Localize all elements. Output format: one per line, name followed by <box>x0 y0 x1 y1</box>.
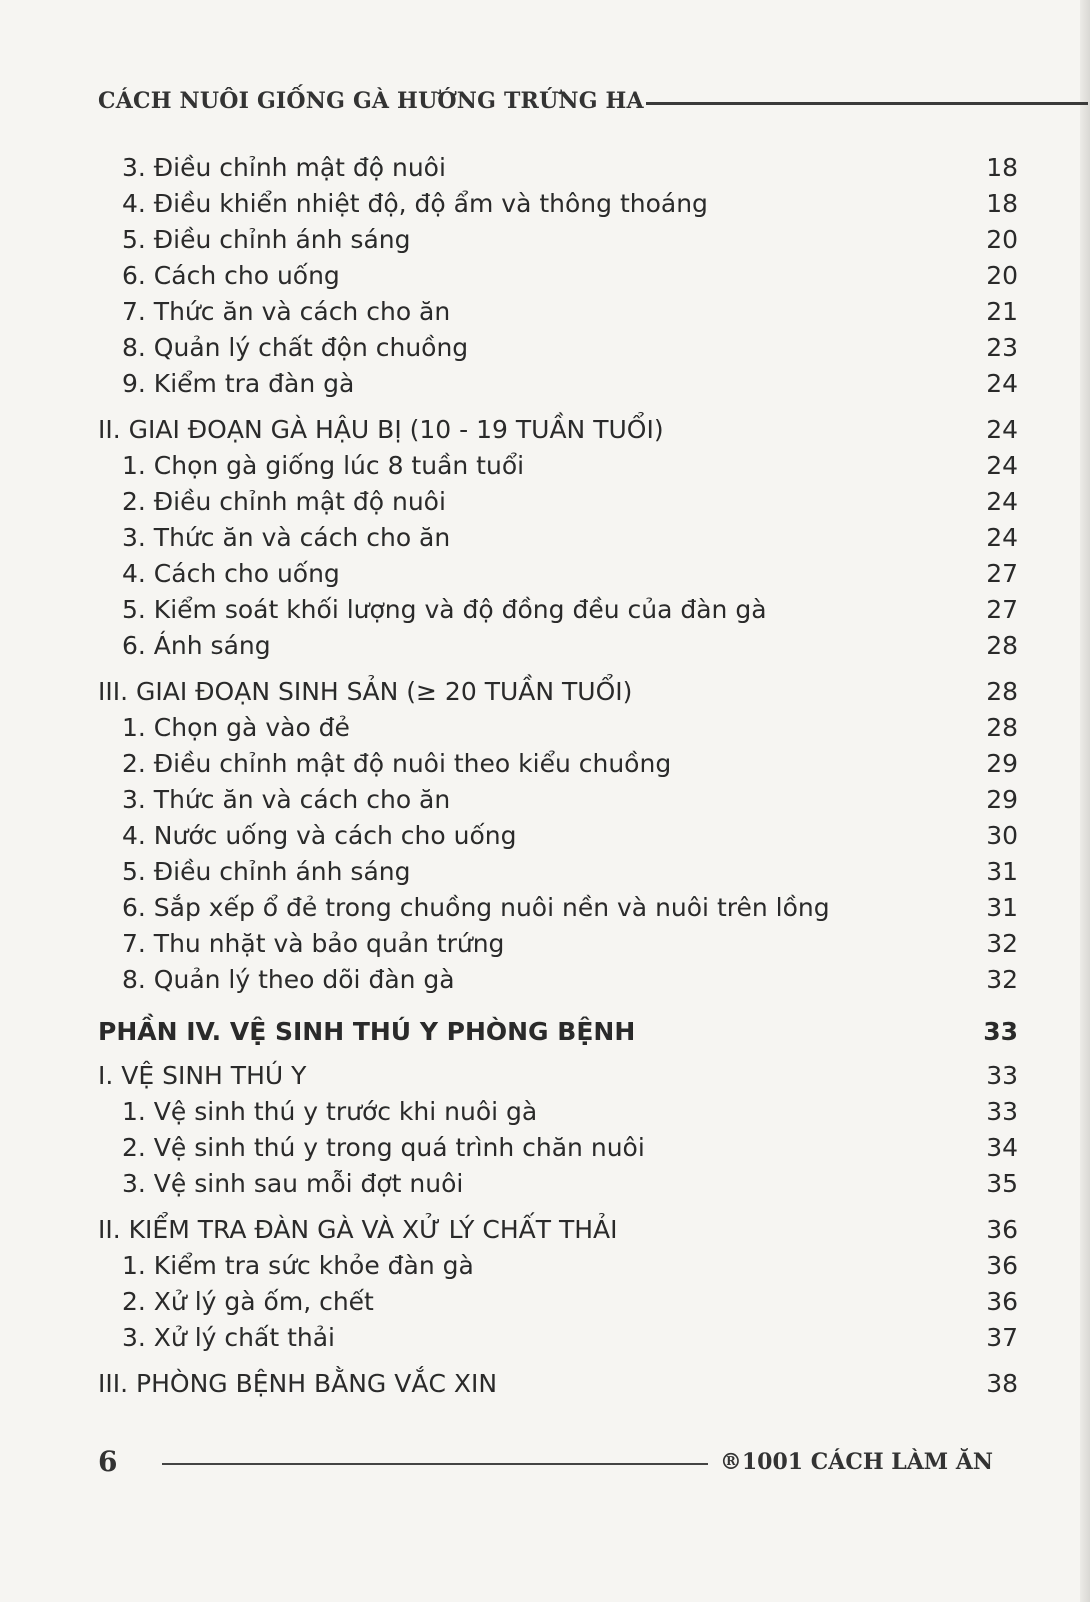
toc-entry-title: 3. Thức ăn và cách cho ăn <box>122 785 451 814</box>
toc-entry-sub <box>98 222 1018 258</box>
toc-entry-title: PHẦN IV. VỆ SINH THÚ Y PHÒNG BỆNH <box>98 1017 636 1046</box>
header-title: CÁCH NUÔI GIỐNG GÀ HƯỚNG TRỨNG HA <box>98 88 644 114</box>
toc-entry-title: 6. Sắp xếp ổ đẻ trong chuồng nuôi nền và nuôi trên lồng <box>122 893 830 922</box>
toc-entry-title: 6. Cách cho uống <box>122 261 340 290</box>
toc-entry-title: 2. Vệ sinh thú y trong quá trình chăn nuôi <box>122 1133 645 1162</box>
toc-entry-title: II. GIAI ĐOẠN GÀ HẬU BỊ (10 - 19 TUẦN TUỔI) <box>98 415 664 444</box>
toc-entry-sub <box>98 556 1018 592</box>
toc-entry-title: 2. Xử lý gà ốm, chết <box>122 1287 374 1316</box>
page-number: 6 <box>98 1445 118 1478</box>
toc-entry-sub <box>98 1248 1018 1284</box>
toc-entry-part <box>98 1010 1018 1054</box>
toc-entry-title: 5. Kiểm soát khối lượng và độ đồng đều của đàn gà <box>122 595 767 624</box>
toc-entry-sub <box>98 592 1018 628</box>
toc-entry-sec <box>98 1212 1018 1248</box>
toc-entry-page: 36 <box>986 1251 1018 1280</box>
toc-entry-title: 1. Chọn gà giống lúc 8 tuần tuổi <box>122 451 525 480</box>
toc-entry-title: 1. Vệ sinh thú y trước khi nuôi gà <box>122 1097 538 1126</box>
toc-entry-page: 28 <box>986 713 1018 742</box>
toc-entry-sec <box>98 1058 1018 1094</box>
toc-entry-sub <box>98 366 1018 402</box>
toc-entry-sec <box>98 412 1018 448</box>
toc-entry-page: 37 <box>986 1323 1018 1352</box>
toc-entry-title: III. PHÒNG BỆNH BẰNG VẮC XIN <box>98 1369 498 1398</box>
toc-entry-sub <box>98 520 1018 556</box>
toc-entry-title: 4. Nước uống và cách cho uống <box>122 821 517 850</box>
toc-entry-page: 29 <box>986 785 1018 814</box>
toc-entry-title: 8. Quản lý theo dõi đàn gà <box>122 965 455 994</box>
toc-entry-page: 31 <box>986 857 1018 886</box>
toc-entry-title: 5. Điều chỉnh ánh sáng <box>122 857 411 886</box>
toc-entry-sub <box>98 1130 1018 1166</box>
toc-entry-sub <box>98 1284 1018 1320</box>
toc-entry-title: 4. Điều khiển nhiệt độ, độ ẩm và thông thoáng <box>122 189 708 218</box>
toc-entry-page: 35 <box>986 1169 1018 1198</box>
toc-entry-page: 33 <box>983 1017 1018 1046</box>
toc-entry-title: 3. Xử lý chất thải <box>122 1323 335 1352</box>
page-footer <box>98 1445 993 1485</box>
toc-entry-page: 32 <box>986 929 1018 958</box>
toc-entry-page: 20 <box>986 225 1018 254</box>
toc-entry-page: 34 <box>986 1133 1018 1162</box>
toc-entry-sub <box>98 962 1018 998</box>
toc-entry-page: 18 <box>986 189 1018 218</box>
toc-entry-sub <box>98 1320 1018 1356</box>
toc-entry-sub <box>98 448 1018 484</box>
toc-entry-title: 1. Chọn gà vào đẻ <box>122 713 350 742</box>
toc-entry-title: 7. Thu nhặt và bảo quản trứng <box>122 929 505 958</box>
toc-entry-sub <box>98 1094 1018 1130</box>
toc-entry-page: 33 <box>986 1061 1018 1090</box>
toc-entry-sec <box>98 1366 1018 1402</box>
toc-entry-sub <box>98 710 1018 746</box>
toc-entry-title: III. GIAI ĐOẠN SINH SẢN (≥ 20 TUẦN TUỔI) <box>98 677 633 706</box>
toc-entry-page: 30 <box>986 821 1018 850</box>
toc-entry-title: I. VỆ SINH THÚ Y <box>98 1061 307 1090</box>
toc-entry-sub <box>98 150 1018 186</box>
toc-entry-page: 18 <box>986 153 1018 182</box>
toc-entry-title: 2. Điều chỉnh mật độ nuôi <box>122 487 446 516</box>
toc-entry-page: 24 <box>986 415 1018 444</box>
toc-entry-title: 3. Điều chỉnh mật độ nuôi <box>122 153 446 182</box>
toc-entry-page: 24 <box>986 369 1018 398</box>
toc-entry-sub <box>98 628 1018 664</box>
toc-entry-sub <box>98 890 1018 926</box>
toc-entry-title: 9. Kiểm tra đàn gà <box>122 369 355 398</box>
running-header <box>98 88 1088 124</box>
toc-entry-sub <box>98 818 1018 854</box>
toc-entry-sub <box>98 746 1018 782</box>
toc-entry-sub <box>98 1166 1018 1202</box>
toc-entry-title: 6. Ánh sáng <box>122 631 271 660</box>
toc-entry-page: 21 <box>986 297 1018 326</box>
toc-entry-page: 31 <box>986 893 1018 922</box>
toc-entry-page: 27 <box>986 559 1018 588</box>
toc-entry-sub <box>98 926 1018 962</box>
table-of-contents <box>98 150 1018 1402</box>
toc-entry-title: 1. Kiểm tra sức khỏe đàn gà <box>122 1251 474 1280</box>
toc-entry-page: 24 <box>986 523 1018 552</box>
footer-rule <box>162 1463 708 1465</box>
toc-entry-sub <box>98 330 1018 366</box>
toc-entry-page: 24 <box>986 451 1018 480</box>
header-rule <box>646 102 1088 105</box>
toc-entry-sub <box>98 294 1018 330</box>
toc-entry-page: 32 <box>986 965 1018 994</box>
toc-entry-sec <box>98 674 1018 710</box>
toc-entry-page: 28 <box>986 677 1018 706</box>
toc-entry-sub <box>98 782 1018 818</box>
toc-entry-title: 4. Cách cho uống <box>122 559 340 588</box>
toc-entry-title: 3. Thức ăn và cách cho ăn <box>122 523 451 552</box>
toc-entry-sub <box>98 854 1018 890</box>
toc-entry-page: 36 <box>986 1287 1018 1316</box>
toc-entry-title: 5. Điều chỉnh ánh sáng <box>122 225 411 254</box>
toc-entry-page: 24 <box>986 487 1018 516</box>
toc-entry-sub <box>98 186 1018 222</box>
toc-entry-sub <box>98 484 1018 520</box>
toc-entry-title: 7. Thức ăn và cách cho ăn <box>122 297 451 326</box>
toc-entry-page: 33 <box>986 1097 1018 1126</box>
toc-entry-sub <box>98 258 1018 294</box>
toc-entry-page: 23 <box>986 333 1018 362</box>
toc-entry-page: 29 <box>986 749 1018 778</box>
toc-entry-page: 38 <box>986 1369 1018 1398</box>
toc-entry-page: 36 <box>986 1215 1018 1244</box>
toc-entry-title: 3. Vệ sinh sau mỗi đợt nuôi <box>122 1169 464 1198</box>
toc-entry-title: II. KIỂM TRA ĐÀN GÀ VÀ XỬ LÝ CHẤT THẢI <box>98 1215 618 1244</box>
toc-entry-page: 28 <box>986 631 1018 660</box>
page-edge <box>1080 0 1090 1602</box>
toc-entry-title: 8. Quản lý chất độn chuồng <box>122 333 469 362</box>
toc-entry-title: 2. Điều chỉnh mật độ nuôi theo kiểu chuồng <box>122 749 672 778</box>
toc-entry-page: 27 <box>986 595 1018 624</box>
toc-entry-page: 20 <box>986 261 1018 290</box>
series-brand: ®1001 CÁCH LÀM ĂN <box>719 1449 993 1475</box>
